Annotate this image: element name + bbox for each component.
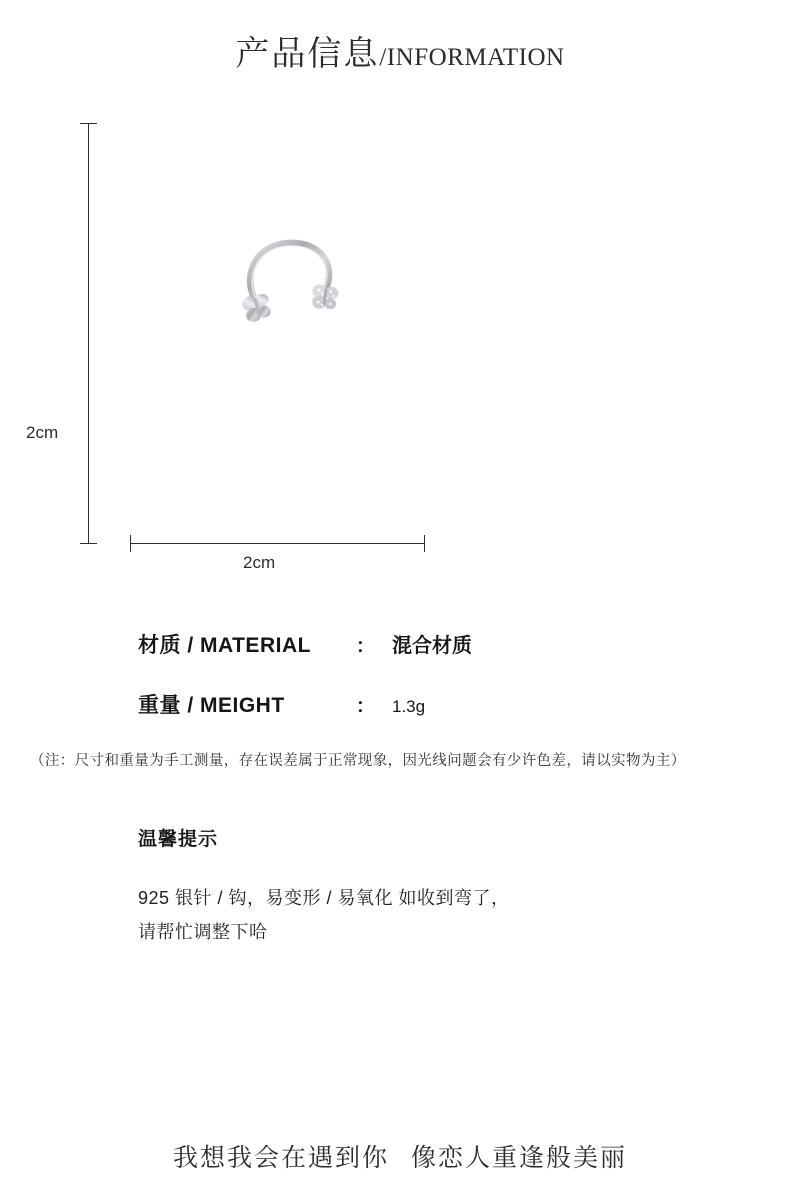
tips-line-2: 请帮忙调整下哈 (138, 922, 268, 943)
tips-section (0, 824, 800, 949)
page-title (235, 26, 564, 75)
butterfly-ring-illustration (228, 233, 358, 343)
horizontal-ruler-cap-left (130, 535, 131, 552)
page-title-en: /INFORMATION (379, 44, 565, 71)
spec-label-weight: 重量 / MEIGHT (138, 694, 285, 717)
product-measurement-block (0, 103, 800, 593)
spec-value-weight: 1.3g (392, 697, 426, 716)
horizontal-measure-label: 2cm (243, 553, 276, 572)
vertical-ruler-cap-top (80, 123, 97, 124)
product-image (228, 233, 358, 343)
spec-colon-material: ： (356, 636, 376, 657)
vertical-ruler-cap-bottom (80, 543, 97, 544)
spec-label-material: 材质 / MATERIAL (138, 634, 311, 657)
footer-slogan-right: 像恋人重逢般美丽 (411, 1145, 628, 1172)
spec-value-material: 混合材质 (392, 635, 472, 657)
horizontal-ruler-line (130, 543, 424, 544)
vertical-ruler-line (88, 123, 89, 543)
tips-title: 温馨提示 (138, 829, 219, 850)
horizontal-ruler-cap-right (424, 535, 425, 552)
tips-line-1: 925 银针 / 钩，易变形 / 易氧化 如收到弯了， (138, 888, 510, 908)
spec-list (0, 629, 800, 719)
spec-colon-weight: ： (356, 696, 376, 717)
spec-row-weight (138, 689, 800, 719)
vertical-measure-label: 2cm (26, 423, 59, 442)
footer-slogan (0, 1138, 800, 1174)
page-title-cn: 产品信息 (235, 36, 380, 73)
footer-slogan-left: 我想我会在遇到你 (172, 1145, 389, 1172)
page-header (0, 0, 800, 75)
spec-row-material (138, 629, 800, 659)
measurement-note: （注：尺寸和重量为手工测量，存在误差属于正常现象，因光线问题会有少许色差，请以实物为主） (30, 753, 686, 769)
